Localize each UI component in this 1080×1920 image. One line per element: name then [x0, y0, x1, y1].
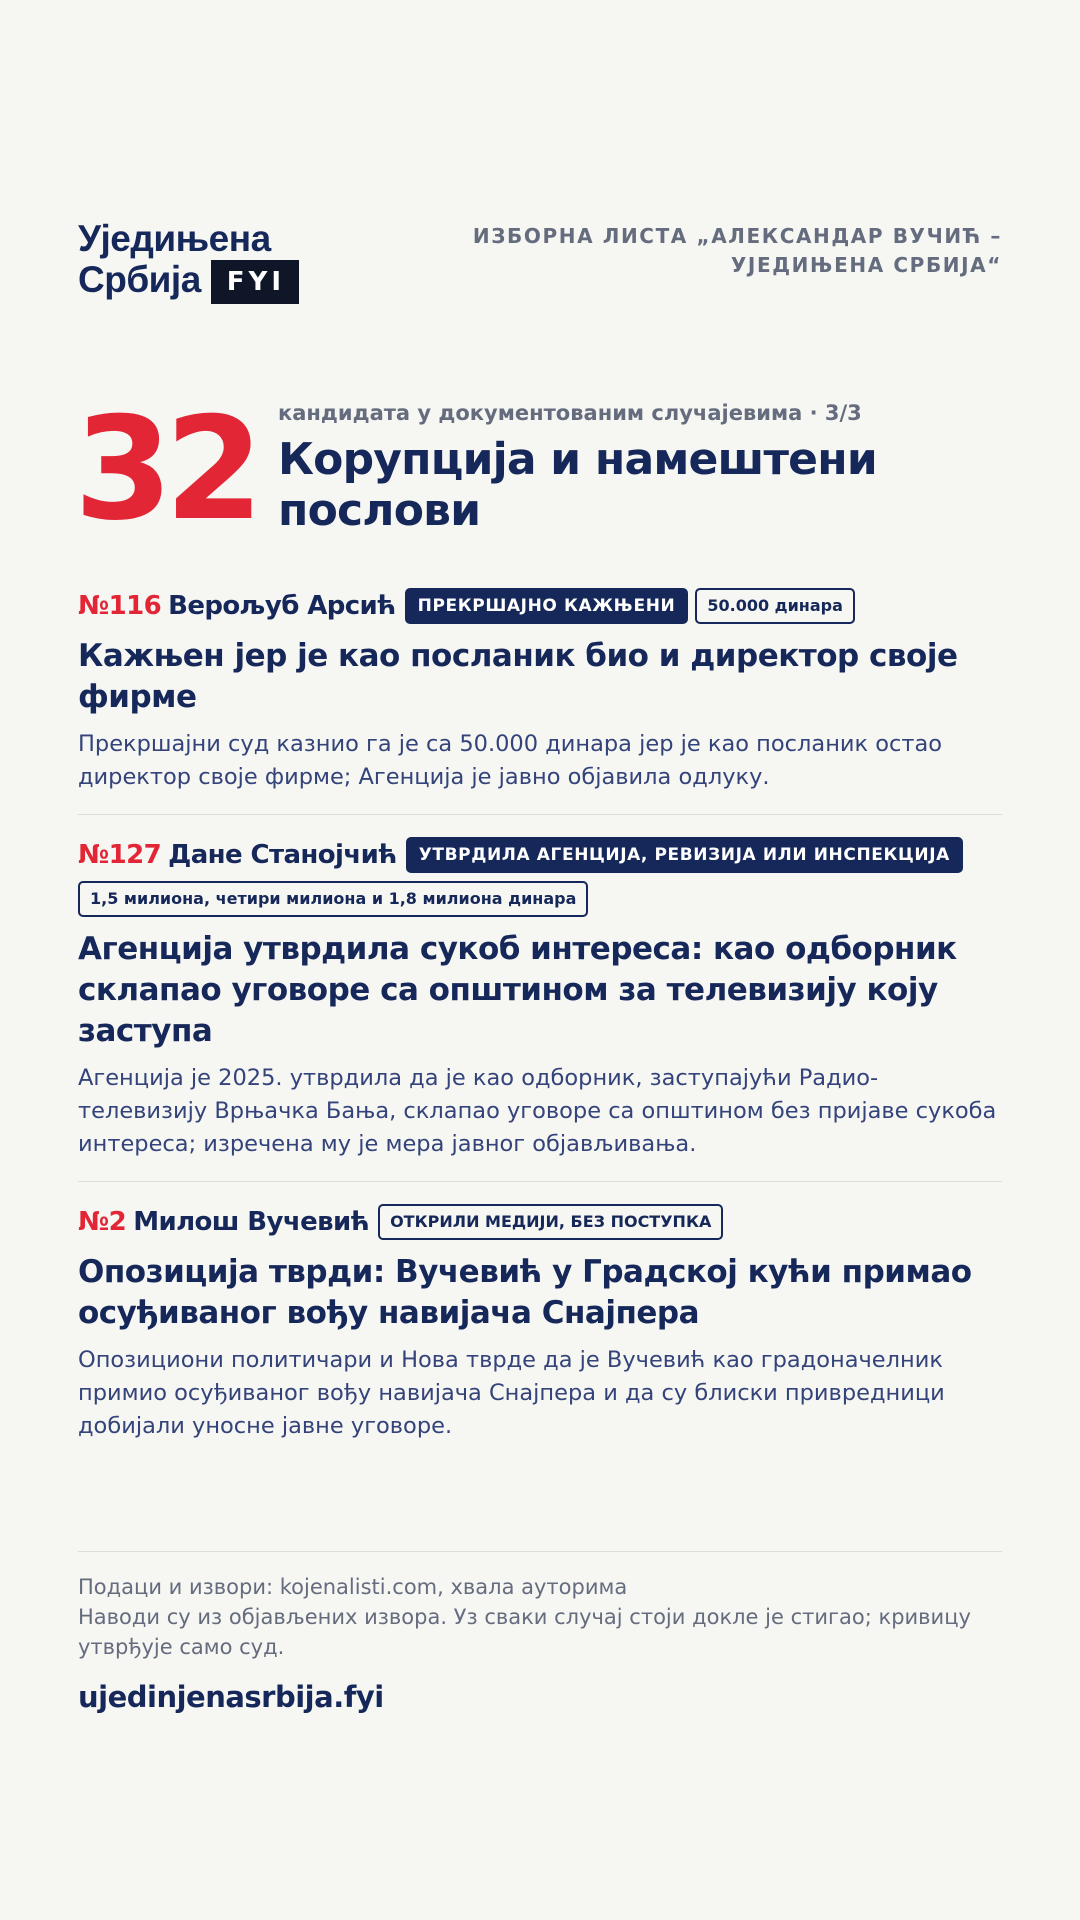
fyi-badge: FYI — [211, 260, 299, 304]
candidate-count: 32 — [74, 387, 256, 552]
candidate-name: Милош Вучевић — [133, 1207, 370, 1237]
case-item — [78, 837, 1002, 1182]
status-badge: ПРЕКРШАЈНО КАЖЊЕНИ — [405, 588, 689, 624]
case-header — [78, 837, 1002, 917]
case-item — [78, 588, 1002, 815]
logo-line-2 — [78, 259, 299, 303]
case-item — [78, 1204, 1002, 1463]
status-badge: ОТКРИЛИ МЕДИЈИ, БЕЗ ПОСТУПКА — [378, 1204, 723, 1240]
case-description: Опозициони политичари и Нова тврде да је Вучевић као градоначелник примио осуђиваног вођу навијача Снајпера и да су блиски привредници добијали уносне јавне уговоре. — [78, 1347, 945, 1439]
page — [74, 0, 1002, 1920]
candidate-name: Верољуб Арсић — [168, 591, 396, 621]
site-link[interactable]: ujedinjenasrbija.fyi — [78, 1680, 384, 1714]
case-header — [78, 1204, 1002, 1240]
sources-note: Подаци и извори: kojenalisti.com, хвала ауторима — [78, 1575, 628, 1599]
case-title: Опозиција тврди: Вучевић у Градској кући примао осуђиваног вођу навијача Снајпера — [78, 1254, 972, 1331]
logo-line-1: Уједињена — [78, 218, 271, 259]
electoral-list-name: ИЗБОРНА ЛИСТА „АЛЕКСАНДАР ВУЧИЋ – УЈЕДИЊЕНА СРБИЈА“ — [472, 224, 1002, 277]
case-number: №116 — [78, 591, 162, 621]
case-number: №2 — [78, 1207, 127, 1237]
hero-title: Корупција и намештени послови — [278, 434, 877, 536]
logo-word: Србија — [78, 259, 201, 300]
disclaimer: Наводи су из објављених извора. Уз сваки случај стоји докле је стигао; кривицу утврђује само суд. — [78, 1605, 971, 1659]
hero-kicker: кандидата у документованим случајевима · 3/3 — [278, 401, 862, 425]
header — [78, 218, 1002, 308]
case-title: Кажњен јер је као посланик био и директор своје фирме — [78, 638, 958, 715]
amount-badge: 50.000 динара — [695, 588, 855, 624]
case-list — [78, 588, 1002, 1485]
candidate-name: Дане Станојчић — [168, 840, 397, 870]
case-header — [78, 588, 1002, 624]
case-description: Прекршајни суд казнио га је са 50.000 динара јер је као посланик остао директор своје фирме; Агенција је јавно објавила одлуку. — [78, 731, 943, 790]
status-badge: УТВРДИЛА АГЕНЦИЈА, РЕВИЗИЈА ИЛИ ИНСПЕКЦИЈА — [406, 837, 963, 873]
case-number: №127 — [78, 840, 162, 870]
case-title: Агенција утврдила сукоб интереса: као одборник склапао уговоре са општином за телевизију коју заступа — [78, 931, 957, 1049]
amount-badge: 1,5 милиона, четири милиона и 1,8 милиона динара — [78, 881, 588, 917]
hero-text — [278, 398, 1002, 536]
hero — [74, 387, 1002, 552]
case-description: Агенција је 2025. утврдила да је као одборник, заступајући Радио-телевизију Врњачка Бања, склапао уговоре са општином без пријаве сукоба интереса; изречена му је мера јавног објављивања. — [78, 1065, 997, 1157]
footer — [78, 1551, 1002, 1714]
logo[interactable] — [78, 218, 299, 303]
